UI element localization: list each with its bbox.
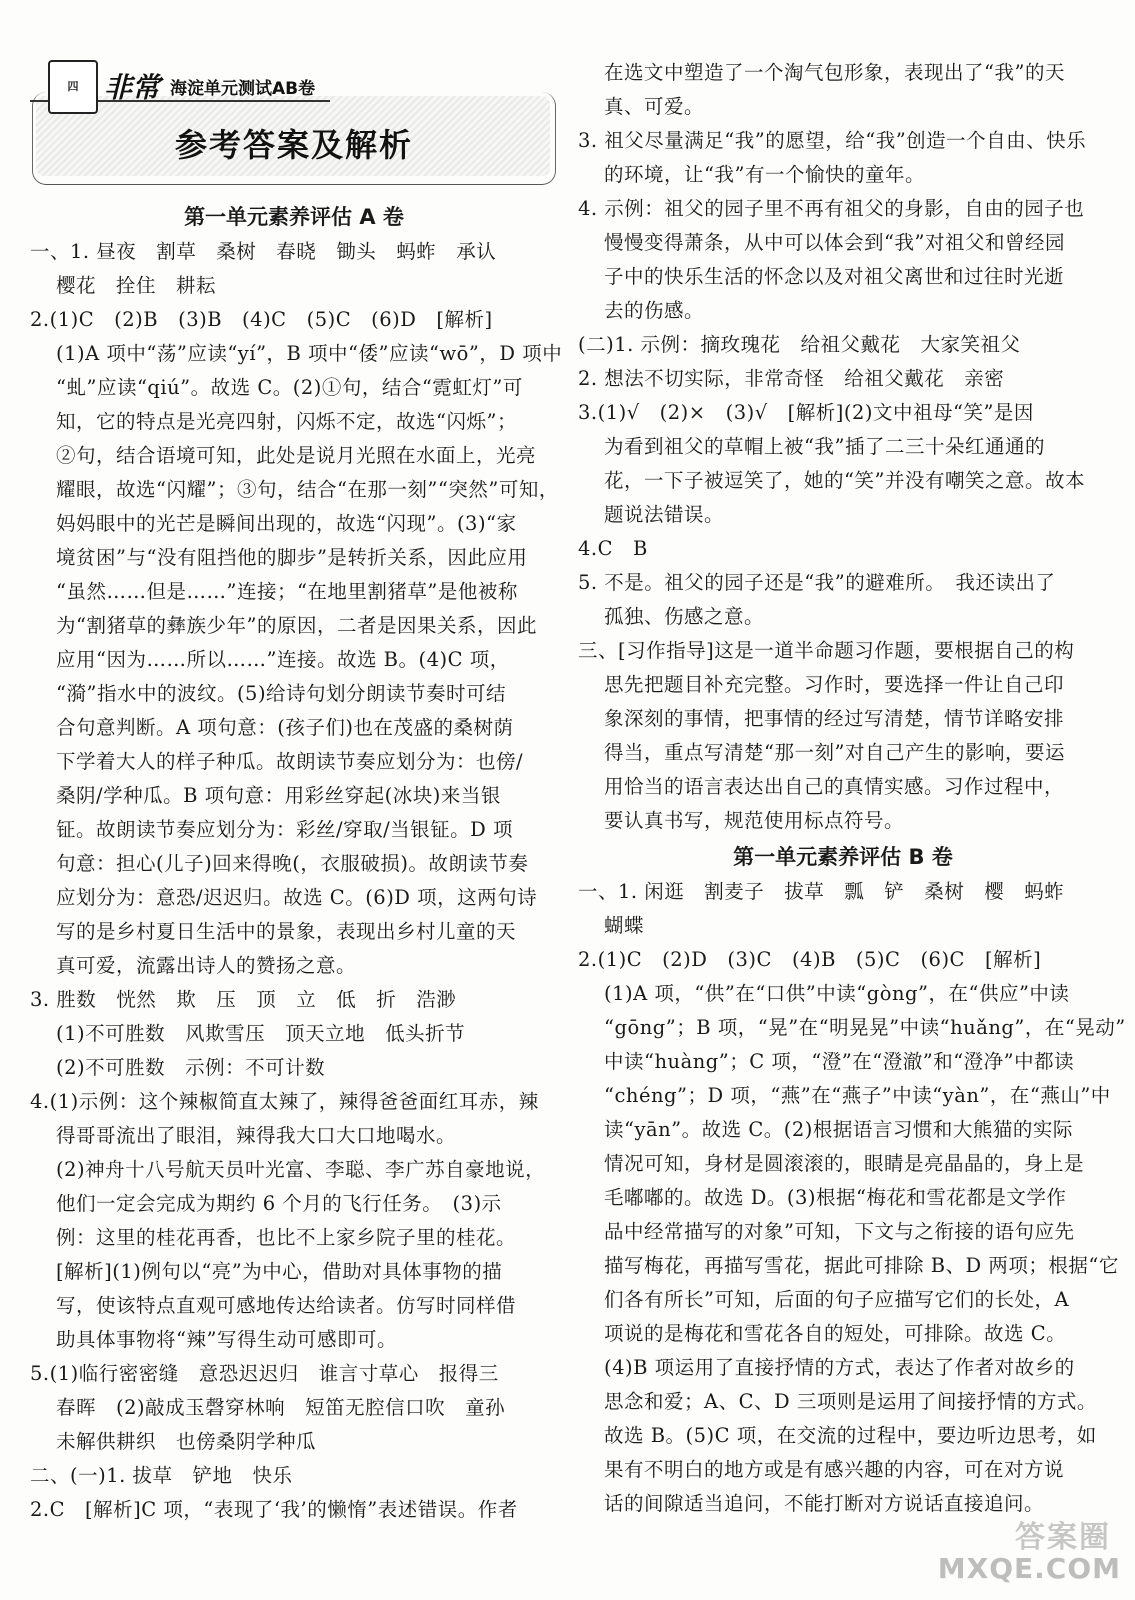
answer-line: 合句意判断。A 项句意：(孩子们)也在茂盛的桑树荫: [56, 716, 514, 739]
answer-line: 为看到祖父的草帽上被“我”插了二三十朵红通通的: [604, 435, 1045, 458]
answer-line: 真可爱，流露出诗人的赞扬之意。: [56, 954, 357, 977]
answer-line: 2.(1)C (2)B (3)B (4)C (5)C (6)D [解析]: [30, 308, 493, 331]
answer-line: (4)B 项运用了直接抒情的方式，表达了作者对故乡的: [604, 1356, 1075, 1379]
answer-line: 思先把题目补充完整。习作时，要选择一件让自己印: [604, 673, 1065, 696]
series-name: 海淀单元测试AB卷: [170, 79, 316, 99]
section-title-a: 第一单元素养评估 A 卷: [184, 205, 404, 229]
answer-line: 话的间隙适当追问，不能打断对方说话直接追问。: [604, 1492, 1045, 1515]
section-title-b: 第一单元素养评估 B 卷: [733, 845, 953, 869]
answer-line: 花，一下子被逗笑了，她的“笑”并没有嘲笑之意。故本: [604, 469, 1085, 492]
answer-line: 在选文中塑造了一个淘气包形象，表现出了“我”的天: [604, 61, 1065, 84]
answer-line: 象深刻的事情，把事情的经过写清楚，情节详略安排: [604, 707, 1065, 730]
answer-line: 二、(一)1. 拔草 铲地 快乐: [30, 1464, 293, 1487]
answer-line: (1)A 项中“荡”应读“yí”，B 项中“倭”应读“wō”，D 项中: [56, 342, 563, 365]
answer-line: 一、1. 昼夜 割草 桑树 春晓 锄头 蚂蚱 承认: [30, 240, 497, 263]
page-header: [30, 56, 558, 188]
answer-line: 2.(1)C (2)D (3)C (4)B (5)C (6)C [解析]: [578, 948, 1042, 971]
answer-line: 孤独、伤感之意。: [604, 605, 765, 628]
answer-line: 下学着大人的样子种瓜。故朗读节奏应划分为：也傍/: [56, 750, 524, 773]
answer-line: 情况可知，身材是圆滚滚的，眼睛是亮晶晶的，身上是: [604, 1152, 1085, 1175]
answer-line: 春晖 (2)敲成玉磬穿林响 短笛无腔信口吹 童孙: [56, 1396, 506, 1419]
answer-line: 3.(1)√ (2)× (3)√ [解析](2)文中祖母“笑”是因: [578, 401, 1034, 424]
answer-line: 项说的是梅花和雪花各自的短处，可排除。故选 C。: [604, 1322, 1067, 1345]
answer-line: 故选 B。(5)C 项，在交流的过程中，要边听边思考，如: [604, 1424, 1097, 1447]
answer-line: (2)神舟十八号航天员叶光富、李聪、李广苏自豪地说，: [56, 1158, 546, 1181]
answer-line: 得当，重点写清楚“那一刻”对自己产生的影响，要运: [604, 741, 1065, 764]
answer-line: 耀眼，故选“闪耀”；③句，结合“在那一刻”“突然”可知，: [56, 478, 559, 501]
answer-line: 句意：担心(儿子)回来得晚(，衣服破损)。故朗读节奏: [56, 852, 529, 875]
answer-line: 例：这里的桂花再香，也比不上家乡院子里的桂花。: [56, 1226, 517, 1249]
answer-line: “chéng”；D 项，“燕”在“燕子”中读“yàn”，在“燕山”中: [604, 1084, 1111, 1107]
publisher-logo-icon: 四: [48, 60, 98, 114]
answer-line: 真、可爱。: [604, 95, 705, 118]
answer-line: 果有不明白的地方或是有感兴趣的内容，可在对方说: [604, 1458, 1065, 1481]
answer-line: 写的是乡村夏日生活中的景象，表现出乡村儿童的天: [56, 920, 517, 943]
answer-line: 4.(1)示例：这个辣椒简直太辣了，辣得爸爸面红耳赤，辣: [30, 1090, 539, 1113]
answer-line: 要认真书写，规范使用标点符号。: [604, 809, 905, 832]
answer-line: (2)不可胜数 示例：不可计数: [56, 1056, 326, 1079]
site-watermark: [937, 1510, 1121, 1590]
answer-line: 钲。故朗读节奏应划分为：彩丝/穿取/当银钲。D 项: [56, 818, 513, 841]
answer-line: 三、[习作指导]这是一道半命题习作题，要根据自己的构: [578, 639, 1075, 662]
answer-line: 描写梅花，再描写雪花，据此可排除 B、D 两项；根据“它: [604, 1254, 1119, 1277]
document-title: 参考答案及解析: [174, 126, 413, 164]
answer-line: “虽然……但是……”连接；“在地里割猪草”是他被称: [56, 580, 518, 603]
answer-line: 毛嘟嘟的。故选 D。(3)根据“梅花和雪花都是文学作: [604, 1186, 1067, 1209]
answer-line: 他们一定会完成为期约 6 个月的飞行任务。 (3)示: [56, 1192, 502, 1215]
answer-line: 5.(1)临行密密缝 意恐迟迟归 谁言寸草心 报得三: [30, 1362, 499, 1385]
answer-line: 写，使该特点直观可感地传达给读者。仿写时同样借: [56, 1294, 517, 1317]
answer-line: 境贫困”与“没有阻挡他的脚步”是转折关系，因此应用: [56, 546, 528, 569]
answer-line: 4.C B: [578, 537, 648, 560]
answer-line: 中读“huàng”；C 项，“澄”在“澄澈”和“澄净”中都读: [604, 1050, 1075, 1073]
answer-line: “虬”应读“qiú”。故选 C。(2)①句，结合“霓虹灯”可: [56, 376, 523, 399]
answer-line: 题说法错误。: [604, 503, 725, 526]
answer-line: 一、1. 闲逛 割麦子 拔草 瓢 铲 桑树 樱 蚂蚱: [578, 880, 1065, 903]
answer-line: 的环境，让“我”有一个愉快的童年。: [604, 163, 925, 186]
watermark-url: MXQE.COM: [937, 1552, 1121, 1585]
answer-line: 应划分为：意恐/迟迟归。故选 C。(6)D 项，这两句诗: [56, 886, 538, 909]
answer-line: 去的伤感。: [604, 299, 705, 322]
answer-line: 为“割猪草的彝族少年”的原因，二者是因果关系，因此: [56, 614, 537, 637]
answer-line: 4. 示例：祖父的园子里不再有祖父的身影，自由的园子也: [578, 197, 1085, 220]
answer-line: 应用“因为……所以……”连接。故选 B。(4)C 项，: [56, 648, 510, 671]
answer-line: 妈妈眼中的光芒是瞬间出现的，故选“闪现”。(3)“家: [56, 512, 517, 535]
answer-line: 品中经常描写的对象”可知，下文与之衔接的语句应先: [604, 1220, 1075, 1243]
answer-line: 得哥哥流出了眼泪，辣得我大口大口地喝水。: [56, 1124, 457, 1147]
answer-line: “漪”指水中的波纹。(5)给诗句划分朗读节奏时可结: [56, 682, 507, 705]
answer-line: 5. 不是。祖父的园子还是“我”的避难所。 我还读出了: [578, 571, 1056, 594]
answer-line: (1)A 项，“供”在“口供”中读“gòng”，在“供应”中读: [604, 982, 1070, 1005]
answer-line: 们各有所长”可知，后面的句子应描写它们的长处，A: [604, 1288, 1070, 1311]
answer-line: (二)1. 示例：摘玫瑰花 给祖父戴花 大家笑祖父: [578, 333, 1021, 356]
answer-line: 蝴蝶: [604, 914, 645, 937]
answer-line: 3. 胜数 恍然 欺 压 顶 立 低 折 浩渺: [30, 988, 457, 1011]
answer-line: 2.C [解析]C 项，“表现了‘我’的懒惰”表述错误。作者: [30, 1498, 518, 1521]
answer-line: [解析](1)例句以“亮”为中心，借助对具体事物的描: [56, 1260, 503, 1283]
answer-line: ②句，结合语境可知，此处是说月光照在水面上，光亮: [56, 444, 537, 467]
answer-line: (1)不可胜数 风欺雪压 顶天立地 低头折节: [56, 1022, 466, 1045]
answer-line: 3. 祖父尽量满足“我”的愿望，给“我”创造一个自由、快乐: [578, 129, 1087, 152]
answer-line: 2. 想法不切实际，非常奇怪 给祖父戴花 亲密: [578, 367, 1005, 390]
answer-line: “gōng”；B 项，“晃”在“明晃晃”中读“huǎng”，在“晃动”: [604, 1016, 1126, 1039]
watermark-logo-text: 答案圈: [1015, 1520, 1111, 1555]
answer-line: 助具体事物将“辣”写得生动可感即可。: [56, 1328, 397, 1351]
answer-line: 桑阴/学种瓜。B 项句意：用彩丝穿起(冰块)来当银: [56, 784, 501, 807]
answer-line: 知，它的特点是光亮四射，闪烁不定，故选“闪烁”；: [56, 410, 517, 433]
answer-line: 未解供耕织 也傍桑阴学种瓜: [56, 1430, 317, 1453]
brand-name: 非常: [104, 71, 161, 104]
answer-line: 樱花 拴住 耕耘: [56, 274, 217, 297]
answer-line: 思念和爱；A、C、D 三项则是运用了间接抒情的方式。: [604, 1390, 1097, 1413]
answer-line: 慢慢变得萧条，从中可以体会到“我”对祖父和曾经园: [604, 231, 1065, 254]
answer-line: 子中的快乐生活的怀念以及对祖父离世和过往时光逝: [604, 265, 1065, 288]
answer-line: 读“yān”。故选 C。(2)根据语言习惯和大熊猫的实际: [604, 1118, 1073, 1141]
answer-line: 用恰当的语言表达出自己的真情实感。习作过程中，: [604, 775, 1065, 798]
